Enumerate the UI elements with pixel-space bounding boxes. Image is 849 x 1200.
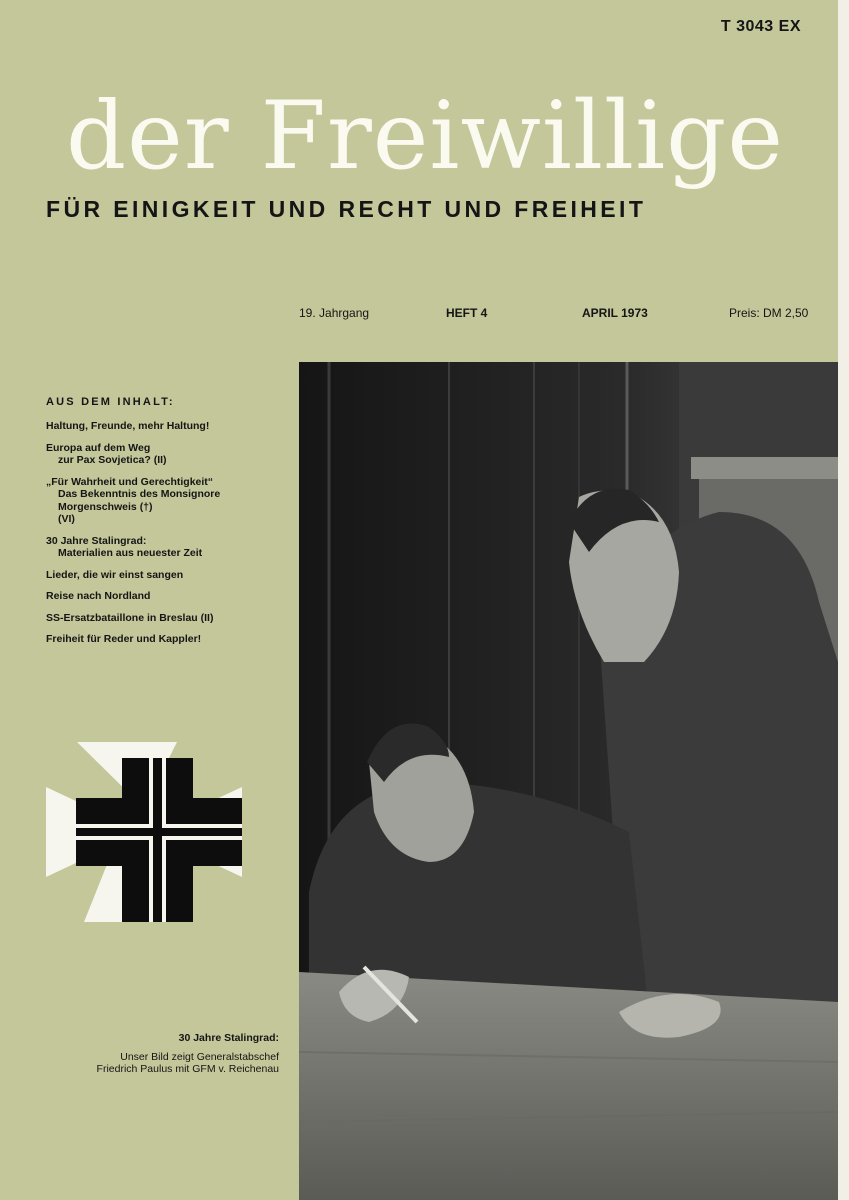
contents-item-title: Europa auf dem Weg [46, 441, 151, 454]
contents-item-title: 30 Jahre Stalingrad: [46, 534, 147, 547]
masthead-subtitle: FÜR EINIGKEIT UND RECHT UND FREIHEIT [46, 196, 647, 222]
contents-item[interactable] [46, 633, 291, 646]
caption-line: Friedrich Paulus mit GFM v. Reichenau [96, 1063, 279, 1075]
contents-item[interactable] [46, 476, 291, 526]
masthead-title: der Freiwillige [66, 82, 784, 191]
contents-item[interactable] [46, 590, 291, 603]
contents-item[interactable] [46, 535, 291, 560]
contents-item-subtitle: Materialien aus neuester Zeit [58, 547, 203, 559]
caption-heading: 30 Jahre Stalingrad: [178, 1032, 279, 1044]
contents-item-title: Freiheit für Reder und Kappler! [46, 633, 202, 645]
contents-item[interactable] [46, 442, 291, 467]
contents-item-subtitle: zur Pax Sovjetica? (II) [58, 454, 167, 466]
caption-line: Unser Bild zeigt Generalstabschef [120, 1050, 279, 1063]
cover-photo [299, 362, 838, 1200]
issue-number: HEFT 4 [446, 306, 488, 320]
issue-price: Preis: DM 2,50 [729, 306, 809, 320]
contents-item[interactable] [46, 612, 291, 625]
contents-item-title: SS-Ersatzbataillone in Breslau (II) [46, 611, 214, 624]
page-edge [838, 0, 849, 1200]
contents-list [46, 420, 291, 655]
contents-item-subtitle: Das Bekenntnis des Monsignore Morgenschweis (†) (VI) [58, 488, 221, 525]
cover-code: T 3043 EX [720, 18, 801, 35]
contents-item-title: Reise nach Nordland [46, 590, 151, 602]
contents-item[interactable] [46, 420, 291, 433]
contents-item-title: Lieder, die wir einst sangen [46, 568, 184, 581]
photo-caption [46, 1032, 279, 1076]
contents-item-title: Haltung, Freunde, mehr Haltung! [46, 420, 210, 432]
contents-heading: AUS DEM INHALT: [46, 396, 175, 408]
contents-item[interactable] [46, 569, 291, 582]
contents-item-title: „Für Wahrheit und Gerechtigkeit“ [46, 475, 214, 488]
issue-volume: 19. Jahrgang [299, 306, 370, 320]
issue-date: APRIL 1973 [582, 306, 648, 320]
cross-emblem-icon [44, 742, 244, 922]
